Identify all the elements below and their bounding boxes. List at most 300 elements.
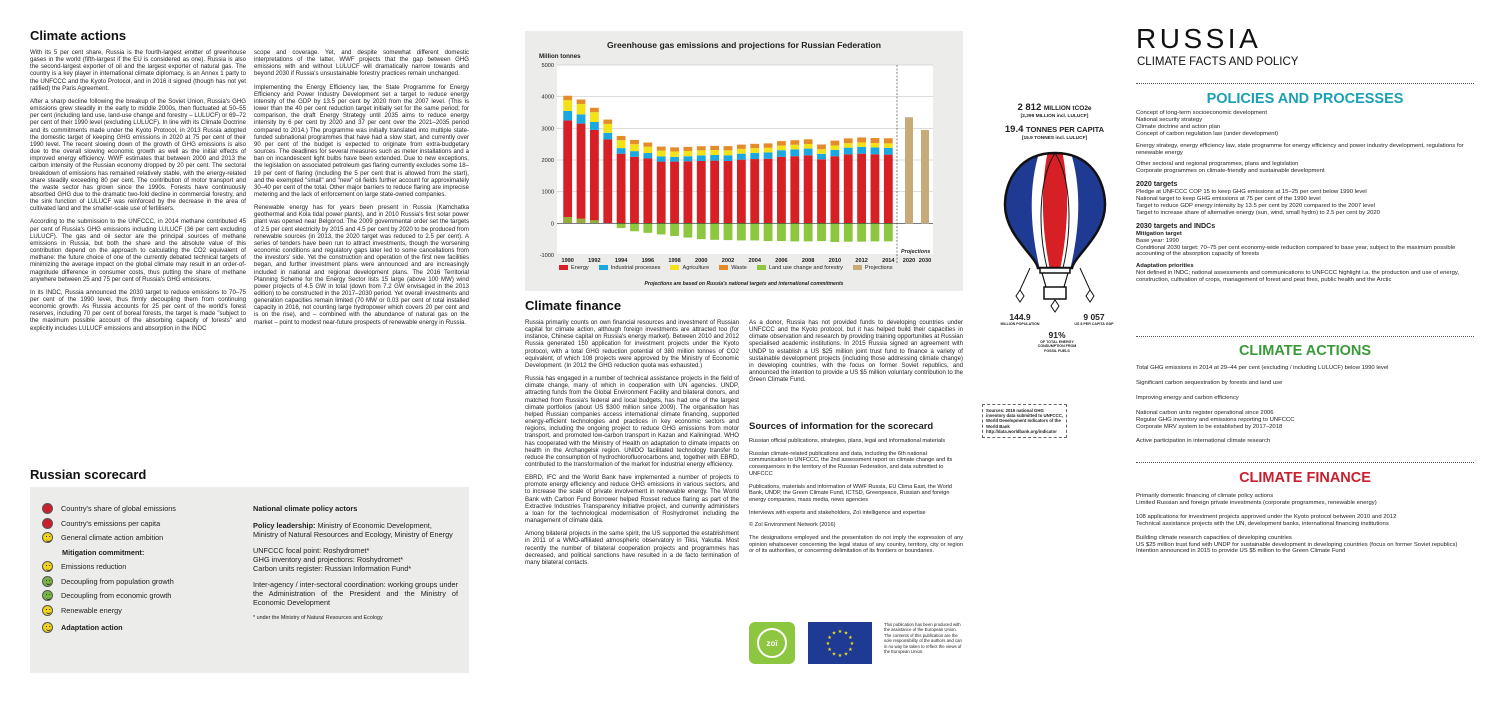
bar-segment — [630, 140, 639, 144]
paragraph: scope and coverage. Yet, and despite somewhat different domestic interpretations of the latter, WWF projects that the gap between GHG emissions with and without LULUCF will dramatically narrow towards and beyond 2030 if Russia's unsustainable forestry practices remain unchanged. — [254, 49, 469, 78]
bar-segment — [670, 151, 679, 156]
climate-actions-title: Climate actions — [30, 28, 127, 43]
finance-group — [1136, 493, 1476, 507]
bar-segment — [790, 149, 799, 156]
bar-segment — [857, 142, 866, 146]
sources-list — [749, 438, 963, 555]
bar-segment — [844, 154, 853, 223]
disclaimer: The designations employed and the presentation do not imply the expression of any opinion whatsoever concerning the legal status of any country, territory, city or region or of its authorities, or concerning delimitation of its frontiers or boundaries. — [749, 535, 963, 555]
bar-segment — [710, 223, 719, 239]
bar-segment — [657, 223, 666, 234]
legend-swatch — [559, 265, 568, 270]
actors-footnote: * under the Ministry of Natural Resources and Ecology — [253, 615, 383, 621]
legend-item — [599, 265, 661, 271]
bar-segment — [670, 157, 679, 162]
bar-segment — [617, 154, 626, 224]
bar-segment — [697, 223, 706, 239]
bar-segment — [777, 141, 786, 145]
bar-segment — [657, 147, 666, 151]
paragraph: With its 5 per cent share, Russia is the fourth-largest emitter of greenhouse gases in the world (fifth-largest if the EU is considered as one). Russia is also the second-largest exporter of oil and the largest exporter of natural gas. The country is a key player in international climate diplomacy, is an Annex 1 party to the UNFCCC and the Kyoto Protocol, and in 2016 it signed (though has not yet ratified) the Paris Agreement. — [30, 49, 246, 92]
legend-swatch — [757, 265, 766, 270]
neutral-face-icon — [42, 561, 53, 572]
divider — [1136, 462, 1474, 463]
bar-segment — [817, 144, 826, 149]
finance-group — [1136, 535, 1476, 556]
finance-line: Building climate research capacities of developing countries — [1136, 534, 1292, 541]
bar-segment — [657, 162, 666, 224]
eu-star-icon: ★ — [849, 641, 855, 647]
bar-segment — [790, 140, 799, 145]
policy-actors — [253, 504, 458, 621]
chart-title: Greenhouse gas emissions and projections for Russian Federation — [606, 40, 882, 50]
bar-segment — [830, 223, 839, 242]
paragraph: As a donor, Russia has not provided funds to developing countries under UNFCCC and the Kyoto protocol, but it has helped build their capacities in climate observation and research by providing training opportunities at Russian specialised academic institutions. In 2015 Russia signed an agreement with UNDP to establish a US $25 million joint trust fund to finance a variety of sustainable development projects (including those addressing climate change) in developing countries, with the focus on former Soviet republics, and announced the intention to provide a US $5 million voluntary contribution to the Green Climate Fund. — [749, 319, 963, 384]
smiley-face-icon — [42, 576, 53, 587]
eu-star-icon: ★ — [848, 647, 853, 653]
paragraph: Russia primarily counts on own financial resources and investment of Russian capital for climate action, although foreign investments are attracted too (for instance, Chinese capital on Russia's energy market). Between 2010 and 2012 Russia generated 150 application for investment projects under the Kyoto protocol, with a total GHG reduction potential of 380 million tonnes of CO2 equivalent, of which 108 projects were approved by the Ministry of Economic Development. (In 2012 the GHG reduction quota was exhausted.) — [525, 319, 739, 369]
x-tick-label: 2004 — [748, 258, 761, 264]
focal-line: Carbon units register: Russian Information Fund* — [253, 564, 412, 573]
bar-segment — [697, 146, 706, 150]
bar-segment — [710, 150, 719, 155]
fossil-value: 91% — [1048, 330, 1066, 340]
climate-finance-title: Climate finance — [525, 298, 622, 313]
targets-2020 — [1136, 189, 1476, 217]
x-tick-label: 1994 — [614, 258, 628, 264]
bar-segment — [817, 154, 826, 160]
adaptation-label: Adaptation priorities — [1136, 263, 1194, 270]
mitigation-target — [1136, 238, 1476, 259]
finance-title: CLIMATE FINANCE — [1239, 470, 1371, 486]
score-item — [42, 532, 242, 543]
legend-label: Land use change and forestry — [768, 265, 843, 271]
emissions-totals — [982, 102, 1127, 141]
fossil-label: OF TOTAL ENERGY CONSUMPTION FROM FOSSIL FUELS — [1037, 340, 1077, 353]
bar-segment — [871, 138, 880, 143]
legend-item — [670, 265, 709, 271]
paragraph: After a sharp decline following the breakup of the Soviet Union, Russia's GHG emissions grew steadily in the early to middle 2000s, then fluctuated at 50–55 per cent (including land use, land-use change and forestry – LULUCF) or 69–72 per cent of their 1990 level (excluding LULUCF). In line with its Climate Doctrine and its commitments made under the Kyoto Protocol, in 2013 Russia adopted the domestic target of keeping GHG emissions in 2020 at 75 per cent of their 1990 level. The recent slowing down of the growth of GHG emissions is also due to the overall slowing economic growth as well as the initial effects of improved energy efficiency. WWF estimates that between 2000 and 2013 the carbon intensity of the Russian economy dropped by 20 per cent. The sectoral breakdown of emissions has remained relatively stable, with the energy-related share steadily exceeding 80 per cent. The contribution of motor transport and the waste sector has grown since the 1990s. Forests have continuously absorbed GHG due to the dramatic two-fold decline in commercial forestry, and the sink function of LULUCF was reinforced by the decrease in the area of cultivated land and the smaller-scale use of fertilisers. — [30, 97, 246, 213]
bar-segment — [670, 223, 679, 236]
eu-star-icon: ★ — [848, 635, 853, 641]
bar-segment — [764, 143, 773, 147]
x-tick-label: 1996 — [641, 258, 655, 264]
source-item: Publications, materials and information of WWF Russia, EU Clima East, the World Bank, UNDP, the Green Climate Fund, ICTSD, Greenpeace, Russian and foreign energy companies, mass media, news agencies — [749, 483, 952, 503]
bar-segment — [590, 130, 599, 223]
x-tick-label: 2030 — [918, 258, 932, 264]
leadership-text: Ministry of Economic Development, Ministry of Natural Resources and Ecology, Ministry of Energy — [253, 521, 453, 539]
actors-title: National climate policy actors — [253, 504, 358, 513]
copyright: © Zoï Environment Network (2016) — [749, 522, 836, 529]
bar-segment — [737, 145, 746, 149]
emissions-chart-panel — [525, 31, 963, 291]
bar-segment — [764, 148, 773, 153]
bar-segment — [804, 223, 813, 241]
legend-label: Projections — [864, 265, 893, 271]
bar-segment — [817, 159, 826, 223]
bar-segment — [563, 100, 572, 111]
score-item — [42, 590, 242, 601]
bar-segment — [750, 223, 759, 240]
bar-segment — [857, 223, 866, 241]
bar-segment — [643, 143, 652, 147]
bar-segment — [670, 162, 679, 224]
bar-segment — [777, 157, 786, 224]
bar-segment — [590, 112, 599, 122]
paragraph: Among bilateral projects in the same spirit, the US supported the establishment in 2011 of a WMO-affiliated atmospheric observatory in Tiksi, Yakutia. Most recently the number of bilateral cooperation projects and programmes has decreased, and political sanctions have resulted in a de facto termination of many bilateral contacts. — [525, 530, 739, 566]
legend-item — [757, 265, 843, 271]
gdp-label: US $ PER CAPITA GDP — [1074, 322, 1114, 326]
bar-segment — [737, 160, 746, 224]
targets-2020-title: 2020 targets — [1136, 180, 1178, 189]
gdp-value: 9 057 — [1083, 312, 1105, 322]
mitigation-target-label: Mitigation target — [1136, 230, 1182, 237]
eu-star-icon: ★ — [827, 647, 832, 653]
bar-segment — [830, 150, 839, 156]
bar-segment — [750, 153, 759, 159]
bar-segment — [617, 223, 626, 228]
y-tick-label: 0 — [550, 221, 554, 228]
eu-star-icon: ★ — [837, 653, 843, 659]
bar-segment — [563, 111, 572, 121]
paragraph: Renewable energy has for years been present in Russia (Kamchatka geothermal and Kola tidal power plants), and in 2010 Russia's first solar power plant was opened near Belgorod. The 2009 governmental order set the targets of 2.5 per cent electricity by 2015 and 4.5 per cent by 2020 to be produced from renewable sources (in 2013, the 2020 target was reduced to 2.5 per cent). A series of tenders have been run to attract investments, though the worsening economic conditions and regulatory gaps later led to some cancellations from the investors' side. Yet the construction and operation of the first new facilities began, and further investment plans were announced and are increasingly included in national and regional development plans. The 2016 Territorial Planning Scheme for the Energy Sector lists 15 large (above 100 MW) wind power projects of 4.5 GW in total (down from 7.2 GW envisaged in the 2013 edition) to be constructed in the 2017–2030 period. Yet overall investments and generation capacities remain limited (70 MW or 0.03 per cent of total installed capacity in 2016, not counting large hydropower which covers 20 per cent and is on the rise), and – combined with the abundance of natural gas on the market – point to modest near-future prospects of renewable energy in Russia. — [254, 204, 469, 326]
bar-segment — [710, 146, 719, 150]
policies-group — [1136, 110, 1476, 138]
bar-segment — [871, 147, 880, 154]
bar-segment — [710, 161, 719, 224]
eu-star-icon: ★ — [843, 651, 849, 658]
bar-segment — [764, 152, 773, 158]
finance-line: 108 applications for investment projects approved under the Kyoto protocol between 2010 and 2012 — [1136, 513, 1397, 520]
x-tick-label: 1992 — [588, 258, 601, 264]
bar-segment — [844, 223, 853, 241]
finance-content — [1136, 493, 1476, 555]
projections-label: Projections — [901, 249, 931, 255]
paragraph: Russia has engaged in a number of technical assistance projects in the field of climate change, many of which in cooperation with UN agencies. UNDP, attracting funds from the Global Environment Facility and bilateral donors, and matched from Russia's federal and local budgets, has had one of the largest climate portfolios (about US $300 million since 2009). The organisation has helped Russian companies access international climate financing, supported energy-efficient technologies and practices in key economic sectors and regions, including the ongoing project to reduce GHG emissions from motor transport, and promoted low-carbon transport in Kazan and Kaliningrad. WHO has cooperated with the Ministry of Health on adaptation to climate impacts on health in the Archangelsk region. UNIDO facilitated technology transfer to reduce the consumption of hydrochlorofluorocarbons and, together with EBRD, contributed to the transformation of the market for industrial energy efficiency. — [525, 375, 739, 468]
bar-segment — [603, 133, 612, 140]
bar-segment — [790, 223, 799, 241]
legend-item — [719, 265, 747, 271]
score-label: Renewable energy — [61, 605, 122, 615]
bar-segment — [750, 144, 759, 148]
bar-segment — [750, 148, 759, 153]
x-tick-label: 2014 — [882, 258, 895, 264]
bar-segment — [563, 120, 572, 223]
bar-segment — [871, 223, 880, 241]
legend-label: Industrial processes — [610, 265, 661, 271]
bar-segment — [630, 151, 639, 157]
action-line: Total GHG emissions in 2014 at 29–44 per cent (excluding / including LULUCF) below 1990 level — [1136, 365, 1389, 371]
bar-segment — [804, 149, 813, 156]
bar-segment — [630, 157, 639, 224]
bar-segment — [684, 223, 693, 237]
bar-segment — [844, 143, 853, 147]
eu-star-icon: ★ — [843, 630, 849, 637]
bar-segment — [884, 143, 893, 147]
x-tick-label: 2006 — [775, 258, 788, 264]
action-line: Corporate MRV system to be established by 2017–2018 — [1136, 423, 1283, 430]
population-label: MILLION POPULATION — [1000, 322, 1040, 326]
bar-segment — [844, 138, 853, 143]
x-tick-label: 2000 — [695, 258, 708, 264]
bar-segment — [764, 159, 773, 224]
bar-segment — [804, 139, 813, 144]
bar-segment — [630, 144, 639, 151]
score-label: Adaptation action — [61, 622, 123, 632]
projection-bar — [921, 130, 929, 223]
zoi-logo-text: zoï — [757, 628, 787, 658]
action-line: Improving energy and carbon efficiency — [1136, 394, 1239, 401]
data-sources-note: Sources: 2015 national GHG inventory data submitted to UNFCCC, World Development Indicators of the World Bank http://data.worldbank.org/indicator — [982, 404, 1067, 438]
source-item: Russian official publications, strategies, plans, legal and informational materials — [749, 438, 946, 444]
actions-content — [1136, 365, 1476, 445]
legend-swatch — [719, 265, 728, 270]
legend-label: Energy — [571, 265, 589, 271]
action-line: Regular GHG inventory and emissions reporting to UNFCCC — [1136, 416, 1295, 423]
finance-line: Intention announced in 2015 to provide US $5 million to the Green Climate Fund — [1136, 548, 1346, 555]
score-label: Emissions reduction — [61, 562, 127, 571]
red-rating-icon — [42, 518, 53, 529]
paragraph: Implementing the Energy Efficiency law, the State Programme for Energy Efficiency and Power Industry Development set a target to reduce energy intensity of the GDP by 13.5 per cent by 2020 from the 2007 level. (This is lower than the 40 per cent reduction target initially set for the same period; for comparison, the draft Energy Strategy until 2035 aims to reduce energy intensity by 6 per cent by 2020 and 37 per cent over the 2021–2035 period compared to 2014.) The programme was initially translated into multiple state-funded subnational programmes that have had a slow start, and currently over 90 per cent of the budget is expected to originate from extra-budgetary sources. The deadlines for several measures such as meter installations and a ban on incandescent light bulbs have been extended. Due to new exceptions, the legislation on associated petroleum gas flaring currently excludes some 18–19 per cent of flaring (including the 5 per cent that is allowed from the start), and the exempted "small" and "new" oil fields further account for approximately 30–40 per cent of the total. Other major barriers to reduce flaring are imprecise metering and the lack of enforcement on large state-owned companies. — [254, 83, 469, 198]
legend-label: Agriculture — [682, 265, 710, 271]
policy-line: Other sectoral and regional programmes, plans and legislation — [1136, 161, 1299, 168]
chart-legend — [559, 265, 893, 271]
eu-note: This publication has been produced with the assistance of the European Union. The contents of this publication are the sole responsibility of the authors and can in no way be taken to reflect the views of the European Union. — [884, 622, 962, 655]
bar-segment — [884, 138, 893, 143]
gdp-stat — [1074, 312, 1114, 326]
actions-registry — [1136, 410, 1476, 431]
bar-segment — [563, 217, 572, 223]
adaptation-text: Not defined in INDC; national assessments and communications to UNFCCC highlight i.a. the production and use of energy, construction, cultivation of crops, management of forest and peat fires, public health and the Arctic — [1136, 270, 1460, 284]
bar-segment — [577, 114, 586, 123]
y-tick-label: 5000 — [541, 63, 554, 69]
score-label: Decoupling from economic growth — [61, 591, 172, 600]
bar-segment — [697, 155, 706, 161]
bar-segment — [643, 158, 652, 223]
bar-segment — [724, 161, 733, 223]
legend-label: Waste — [731, 265, 747, 271]
bar-segment — [603, 139, 612, 223]
bar-segment — [817, 223, 826, 241]
bar-segment — [777, 146, 786, 151]
x-tick-label: 1990 — [561, 258, 574, 264]
eu-star-icon: ★ — [827, 635, 832, 641]
total-value: 2 812 — [1017, 102, 1042, 113]
source-item: Russian climate-related publications and data, including the 6th national communication to UNFCCC, the 2nd assessment report on climate change and its consequences in the territory of the Russian Federation, and data submitted to UNFCCC — [749, 450, 953, 477]
x-tick-label: 2002 — [721, 258, 735, 264]
target-line: Conditional 2030 target: 70–75 per cent economy-wide reduction compared to base year, subject to the maximum possible accounting of the absorption capacity of forests — [1136, 244, 1456, 258]
bar-segment — [857, 147, 866, 154]
paragraph: In its INDC, Russia announced the 2030 target to reduce emissions to 70–75 per cent of the 1990 level, thus firmly decoupling them from continuing economic growth. As Russia accounts for 25 per cent of the world's forest reserves, including 70 per cent of boreal forests, the target is made "subject to the maximum possible account of the absorbing capacity of forests" and explicitly includes LULUCF emissions and absorption in the INDC — [30, 288, 246, 332]
bar-segment — [603, 120, 612, 124]
bar-segment — [617, 140, 626, 148]
score-item — [42, 576, 242, 587]
per-capita-sub: [15.9 TONNES incl. LULUCF] — [1021, 136, 1088, 141]
per-capita-emissions — [982, 124, 1127, 135]
projection-bar — [905, 117, 913, 223]
legend-item — [853, 265, 893, 271]
emissions-chart — [525, 31, 963, 291]
policies-group — [1136, 161, 1476, 175]
climate-finance-col2 — [749, 319, 963, 389]
bar-segment — [804, 144, 813, 149]
bar-segment — [684, 151, 693, 156]
bar-segment — [603, 124, 612, 133]
target-line: Target to increase share of alternative energy (sun, wind, small hydro) to 2.5 per cent by 2020 — [1136, 209, 1380, 216]
bar-segment — [590, 122, 599, 130]
paragraph: EBRD, IFC and the World Bank have implemented a number of projects to promote energy efficiency and reduce GHG emissions in various sectors, and to increase the scale of private involvement in renewable energy. The World Bank with Carbon Fund Borrower helped Rosset reduce flaring as part of the Extractive Industries Transparency Initiative project, and currently administers a loan for the technological modernisation of Roshydromet including the management of climate data. — [525, 474, 739, 525]
bar-segment — [844, 148, 853, 155]
action-line: Active participation in international climate research — [1136, 438, 1271, 445]
climate-actions-col1 — [30, 49, 246, 338]
bar-segment — [684, 156, 693, 161]
policy-line: National security strategy — [1136, 116, 1203, 123]
bar-segment — [737, 223, 746, 240]
bar-segment — [617, 136, 626, 140]
chart-note: Projections are based on Russia's national targets and international commitments — [644, 281, 844, 287]
target-line: Target to reduce GDP energy intensity by 13.5 per cent by 2020 compared to the 2007 level — [1136, 202, 1375, 209]
policy-energy: Energy strategy, energy efficiency law, state programme for energy efficiency and power industry development, regulations for renewable energy — [1136, 142, 1464, 156]
bar-segment — [777, 223, 786, 241]
target-line: Base year: 1990 — [1136, 237, 1179, 244]
country-title: RUSSIA — [1136, 23, 1262, 54]
bar-segment — [577, 100, 586, 104]
scorecard-panel — [30, 487, 469, 673]
divider — [1136, 83, 1474, 84]
climate-actions-col2 — [254, 49, 469, 332]
bar-segment — [817, 149, 826, 154]
finance-line: Technical assistance projects with the UN, development banks, international financing institutions — [1136, 520, 1389, 527]
bar-segment — [657, 151, 666, 157]
population-value: 144.9 — [1009, 312, 1031, 322]
bar-segment — [804, 155, 813, 223]
bar-segment — [710, 155, 719, 161]
bar-segment — [643, 153, 652, 158]
total-emissions — [982, 102, 1127, 113]
bar-segment — [750, 159, 759, 223]
bar-segment — [697, 161, 706, 223]
hot-air-balloon-icon — [1000, 150, 1110, 315]
bar-segment — [777, 150, 786, 157]
actors-interagency: Inter-agency / inter-sectoral coordination: working groups under the Administration of the President and the Ministry of Economic Development — [253, 580, 458, 607]
scorecard-ratings — [42, 503, 242, 636]
targets-2030-title: 2030 targets and INDCs — [1136, 221, 1216, 230]
bar-segment — [657, 156, 666, 161]
bar-segment — [630, 223, 639, 231]
score-label: Country's emissions per capita — [61, 518, 161, 528]
bar-segment — [884, 223, 893, 241]
eu-star-icon: ★ — [837, 629, 843, 635]
bar-segment — [737, 149, 746, 154]
bar-segment — [724, 155, 733, 161]
sources-title: Sources of information for the scorecard — [749, 421, 934, 432]
bar-segment — [577, 219, 586, 224]
population-stat — [1000, 312, 1040, 326]
actors-leadership — [253, 521, 458, 539]
y-tick-label: 2000 — [541, 158, 554, 164]
country-subtitle: CLIMATE FACTS AND POLICY — [1137, 56, 1299, 68]
finance-line: US $25 million trust fund with UNDP for sustainable development in developing countries (focus on former Soviet republics) — [1136, 541, 1458, 548]
x-tick-label: 1998 — [668, 258, 681, 264]
bar-segment — [724, 150, 733, 155]
bar-segment — [563, 96, 572, 100]
policy-line: Climate doctrine and action plan — [1136, 123, 1221, 130]
leadership-label: Policy leadership: — [253, 521, 316, 530]
bar-segment — [724, 146, 733, 150]
finance-group — [1136, 514, 1476, 528]
zoi-logo — [749, 622, 795, 664]
actors-focal — [253, 546, 458, 573]
chart-ylabel: Million tonnes — [539, 53, 581, 60]
y-tick-label: -1000 — [539, 253, 554, 259]
bar-segment — [764, 223, 773, 241]
score-item — [42, 503, 242, 514]
bar-segment — [884, 155, 893, 224]
bar-segment — [643, 147, 652, 153]
target-line: National target to keep GHG emissions at 75 per cent of the 1990 level — [1136, 196, 1321, 203]
legend-swatch — [670, 265, 679, 270]
bar-segment — [790, 156, 799, 223]
bar-segment — [577, 124, 586, 224]
eu-star-icon: ★ — [831, 651, 837, 658]
bar-segment — [684, 161, 693, 223]
scorecard-title: Russian scorecard — [30, 467, 147, 482]
eu-star-icon: ★ — [825, 641, 831, 647]
bar-segment — [857, 137, 866, 142]
score-label: Country's share of global emissions — [61, 504, 176, 513]
paragraph: According to the submission to the UNFCCC, in 2014 methane contributed 45 per cent of Russia's GHG emissions including LULUCF (36 per cent excluding LULUCF). The gas and oil sector are the principal sources of methane emissions in Russia, but both the share and the absolute value of this contribution depend on the approach to calculating the CO2 equivalent of methane: the future choice of one of the currently debated technical targets of minimizing the average impact on the global climate may result in an order-of-magnitude difference in consumer costs, thus putting the share of methane anywhere between 25 and 75 per cent of Russia's GHG emissions. — [30, 218, 246, 283]
legend-swatch — [599, 265, 608, 270]
total-unit: MILLION tCO2e — [1043, 105, 1092, 112]
action-line: National carbon units register operational since 2006 — [1136, 409, 1274, 416]
bar-segment — [684, 147, 693, 151]
score-item-adaptation — [42, 622, 242, 633]
bar-segment — [737, 154, 746, 160]
x-axis-band — [557, 255, 933, 264]
finance-line: Limited Russian and foreign private investments (corporate programmes, renewable energy) — [1136, 499, 1377, 506]
fossil-stat — [1036, 330, 1078, 353]
bar-segment — [857, 154, 866, 224]
per-capita-unit: TONNES PER CAPITA — [1026, 125, 1105, 134]
focal-line: GHG inventory and projections: Roshydromet* — [253, 555, 404, 564]
policy-line: Concept of carbon regulation law (under development) — [1136, 130, 1279, 137]
score-item — [42, 605, 242, 616]
bar-segment — [871, 143, 880, 147]
policy-line: Concept of long-term socioeconomic development — [1136, 110, 1267, 116]
bar-segment — [884, 148, 893, 155]
red-rating-icon — [42, 503, 53, 514]
bar-segment — [670, 147, 679, 151]
score-item — [42, 561, 242, 572]
action-line: Significant carbon sequestration by forests and land use — [1136, 379, 1283, 386]
bar-segment — [790, 145, 799, 150]
y-tick-label: 1000 — [541, 189, 554, 196]
x-tick-label: 2010 — [828, 258, 842, 264]
bar-segment — [697, 150, 706, 155]
smiley-face-icon — [42, 590, 53, 601]
eu-flag-logo — [808, 622, 872, 664]
target-line: Pledge at UNFCCC COP 15 to keep GHG emissions at 15–25 per cent below 1990 level — [1136, 189, 1367, 196]
bar-segment — [724, 223, 733, 240]
score-item — [42, 518, 242, 529]
mitigation-label: Mitigation commitment: — [62, 548, 145, 557]
legend-swatch — [853, 265, 862, 270]
score-label: Decoupling from population growth — [61, 576, 174, 586]
policies-title: POLICIES AND PROCESSES — [1206, 91, 1404, 107]
climate-finance-col1 — [525, 319, 739, 572]
score-label: General climate action ambition — [61, 533, 164, 542]
bar-segment — [830, 156, 839, 223]
x-tick-label: 2008 — [801, 258, 815, 264]
